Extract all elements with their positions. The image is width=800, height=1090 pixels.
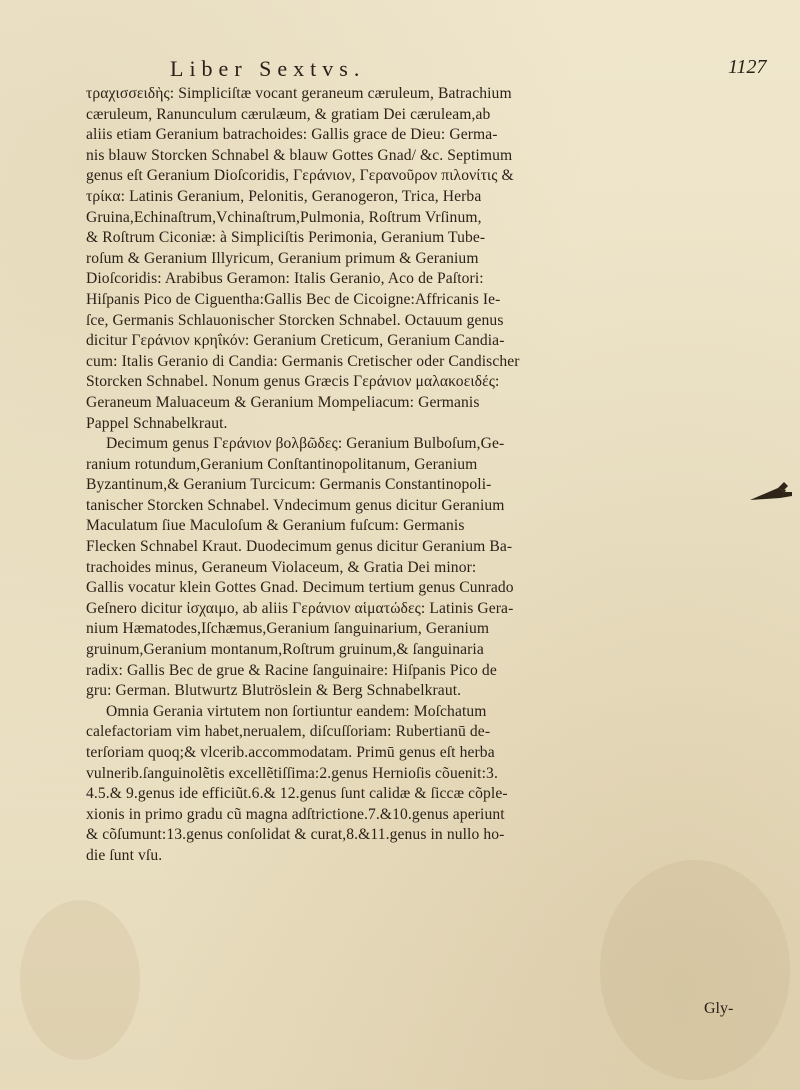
- text-line: gruinum,Geranium montanum,Roſtrum gruinum,& ſanguinaria: [86, 641, 484, 659]
- text-line: trachoides minus, Geraneum Violaceum, & Gratia Dei minor:: [86, 558, 477, 576]
- text-line: vulnerib.ſanguinolẽtis excellẽtiſſima:2.genus Hernioſis cõuenit:3.: [86, 764, 498, 782]
- text-line: roſum & Geranium Illyricum, Geranium primum & Geranium: [86, 249, 479, 267]
- text-line: tanischer Storcken Schnabel. Vndecimum genus dicitur Geranium: [86, 496, 505, 514]
- text-line: Byzantinum,& Geranium Turcicum: Germanis Constantinopoli-: [86, 476, 492, 494]
- text-line: Pappel Schnabelkraut.: [86, 414, 228, 432]
- text-line: Gruina,Echinaſtrum,Vchinaſtrum,Pulmonia, Roſtrum Vrſinum,: [86, 208, 482, 226]
- text-line: gru: German. Blutwurtz Blutröslein & Berg Schnabelkraut.: [86, 682, 462, 700]
- text-line: Maculatum ſiue Maculoſum & Geranium fuſcum: Germanis: [86, 517, 465, 535]
- catchword: Gly-: [704, 1000, 734, 1017]
- text-line: calefactoriam vim habet,nerualem, diſcuſſoriam: Rubertianū de-: [86, 723, 491, 741]
- text-line: nis blauw Storcken Schnabel & blauw Gottes Gnad/ &c. Septimum: [86, 146, 513, 164]
- paper-stain: [20, 900, 140, 1060]
- text-line: dicitur Γεράνιον κρηΐκόν: Geranium Creticum, Geranium Candia-: [86, 332, 505, 350]
- text-line: cum: Italis Geranio di Candia: Germanis Cretischer oder Candischer: [86, 352, 520, 370]
- text-line: radix: Gallis Bec de grue & Racine ſanguinaire: Hiſpanis Pico de: [86, 661, 497, 679]
- text-line: τραχισσειδὴς: Simpliciſtæ vocant geraneum cæruleum, Batrachium: [86, 85, 512, 102]
- text-line: Storcken Schnabel. Nonum genus Græcis Γεράνιον μαλακοειδές:: [86, 373, 500, 391]
- text-line: nium Hæmatodes,Iſchæmus,Geranium ſanguinarium, Geranium: [86, 620, 490, 638]
- text-line: cæruleum, Ranunculum cærulæum, & gratiam Dei cæruleam,ab: [86, 105, 491, 123]
- text-line: Hiſpanis Pico de Ciguentha:Gallis Bec de Cicoigne:Affricanis Ie-: [86, 290, 501, 308]
- text-line: Geſnero dicitur ἰσχαιμο, ab aliis Γεράνιον αἱματώδες: Latinis Gera-: [86, 599, 514, 617]
- text-line: Gallis vocatur klein Gottes Gnad. Decimum tertium genus Cunrado: [86, 579, 514, 597]
- text-line: & cõſumunt:13.genus conſolidat & curat,8.&11.genus in nullo ho-: [86, 826, 505, 844]
- text-line: terſoriam quoq;& vlcerib.accommodatam. Primū genus eſt herba: [86, 744, 495, 761]
- paper-stain: [600, 860, 790, 1080]
- text-line: die ſunt vſu.: [86, 846, 163, 864]
- text-line: & Roſtrum Ciconiæ: à Simpliciſtis Perimonia, Geranium Tube-: [86, 229, 486, 247]
- text-line: aliis etiam Geranium batrachoides: Gallis grace de Dieu: Germa-: [86, 126, 498, 144]
- text-line: Decimum genus Γεράνιον βολβῶδες: Geranium Bulboſum,Ge-: [106, 435, 505, 453]
- text-line: Dioſcoridis: Arabibus Geramon: Italis Geranio, Aco de Paſtori:: [86, 270, 484, 288]
- text-line: 4.5.& 9.genus ide efficiũt.6.& 12.genus ſunt calidæ & ſiccæ cõple-: [86, 785, 508, 803]
- text-line: Omnia Gerania virtutem non ſortiuntur eandem: Moſchatum: [106, 702, 487, 720]
- text-line: Geraneum Maluaceum & Geranium Mompeliacum: Germanis: [86, 393, 480, 411]
- manicule-icon: [748, 478, 794, 506]
- text-line: genus eſt Geranium Dioſcoridis, Γεράνιον, Γερανοῦρον πιλονίτις &: [86, 167, 514, 185]
- running-head: Liber Sextvs.: [170, 56, 366, 81]
- text-line: Flecken Schnabel Kraut. Duodecimum genus dicitur Geranium Ba-: [86, 538, 513, 556]
- text-line: τρίκα: Latinis Geranium, Pelonitis, Geranogeron, Trica, Herba: [86, 187, 482, 205]
- text-line: ſce, Germanis Schlauonischer Storcken Schnabel. Octauum genus: [86, 311, 504, 329]
- body-text: [86, 84, 742, 867]
- text-line: xionis in primo gradu cũ magna adſtrictione.7.&10.genus aperiunt: [86, 805, 505, 823]
- text-line: ranium rotundum,Geranium Conſtantinopolitanum, Geranium: [86, 455, 478, 473]
- page-number: 1127: [728, 56, 767, 78]
